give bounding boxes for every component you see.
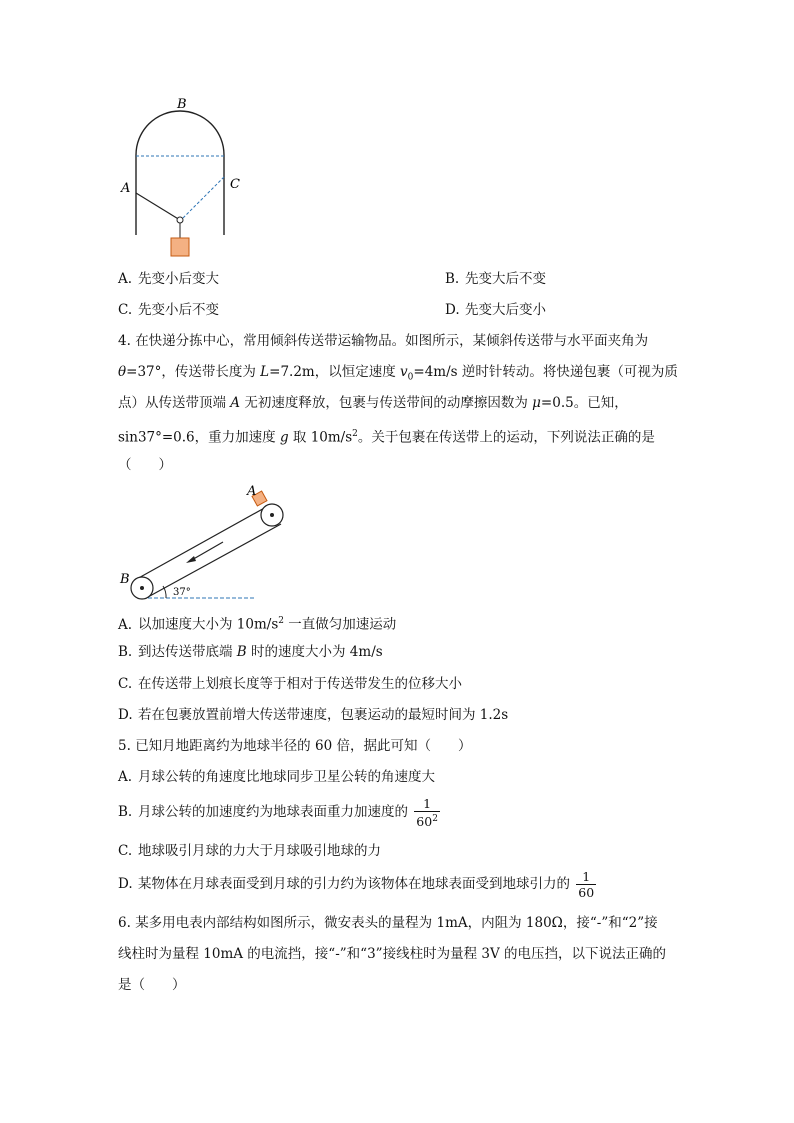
q5-option-c: C. 地球吸引月球的力大于月球吸引地球的力: [118, 843, 381, 859]
q6-stem-line3: 是（ ）: [118, 977, 186, 993]
arch-frame: [136, 111, 224, 235]
label-a: A: [121, 181, 131, 196]
q4-option-c: C. 在传送带上划痕长度等于相对于传送带发生的位移大小: [118, 676, 462, 692]
q6-stem-line2: 线柱时为量程 10mA 的电流挡，接“-”和“3”接线柱时为量程 3V 的电压挡，以下说法正确的: [118, 946, 666, 962]
q4-figure: [118, 482, 293, 604]
q4-stem-line2: θ=37°，传送带长度为 L=7.2m，以恒定速度 $v_0=4m/s$ 逆时针转动。将快递包裹（可视为质: [118, 364, 678, 383]
roller-bottom-axle: [140, 586, 144, 590]
q3-option-a: A. 先变小后变大: [118, 271, 219, 287]
q5-stem: 5. 已知月地距离约为地球半径的 60 倍，据此可知（ ）: [118, 738, 472, 754]
q5-option-a: A. 月球公转的角速度比地球同步卫星公转的角速度大: [118, 769, 435, 785]
label-angle: 37°: [173, 587, 191, 598]
q4-option-d: D. 若在包裹放置前增大传送带速度，包裹运动的最短时间为 1.2s: [118, 707, 509, 723]
q6-stem-line1: 6. 某多用电表内部结构如图所示，微安表头的量程为 1mA，内阻为 180Ω，接“-”和“2”接: [118, 915, 658, 931]
pulley: [177, 217, 183, 223]
q4-stem-line4: sin37°=0.6，重力加速度 g 取 $10m/s^2$。关于包裹在传送带上的运动，下列说法正确的是: [118, 429, 655, 446]
q5-option-d: D. 某物体在月球表面受到月球的引力约为该物体在地球表面受到地球引力的 $\frac{1}{60}$: [118, 869, 595, 900]
q3-figure: [120, 95, 250, 265]
label-b: B: [120, 572, 130, 587]
q3-option-b: B. 先变大后不变: [445, 271, 546, 287]
q4-stem-line5: （ ）: [118, 457, 172, 473]
fraction-1-over-60-squared: $\frac{1}{60^2}$: [416, 796, 438, 830]
fraction-1-over-60: $\frac{1}{60}$: [578, 869, 595, 900]
arrow-head: [186, 556, 196, 563]
hanging-block: [171, 238, 189, 256]
label-b: B: [177, 97, 187, 112]
q5-option-b: B. 月球公转的加速度约为地球表面重力加速度的 $\frac{1}{60^2}$: [118, 796, 438, 830]
q3-option-c: C. 先变小后不变: [118, 302, 219, 318]
belt-top-edge: [135, 506, 268, 580]
roller-top-axle: [270, 513, 274, 517]
q4-option-b: B. 到达传送带底端 B 时的速度大小为 4m/s: [118, 644, 383, 660]
q4-option-a: A. 以加速度大小为 $10m/s^2$ 一直做匀加速运动: [118, 616, 397, 633]
rope-a: [136, 193, 180, 220]
label-c: C: [230, 177, 240, 192]
label-a: A: [247, 484, 257, 499]
rope-c-dashed: [182, 177, 224, 219]
q4-stem-line1: 4. 在快递分拣中心，常用倾斜传送带运输物品。如图所示，某倾斜传送带与水平面夹角为: [118, 333, 649, 349]
q4-stem-line3: 点）从传送带顶端 A 无初速度释放，包裹与传送带间的动摩擦因数为 μ=0.5。已知，: [118, 395, 628, 411]
belt-bottom-edge: [148, 524, 281, 597]
q3-option-d: D. 先变大后变小: [445, 302, 546, 318]
